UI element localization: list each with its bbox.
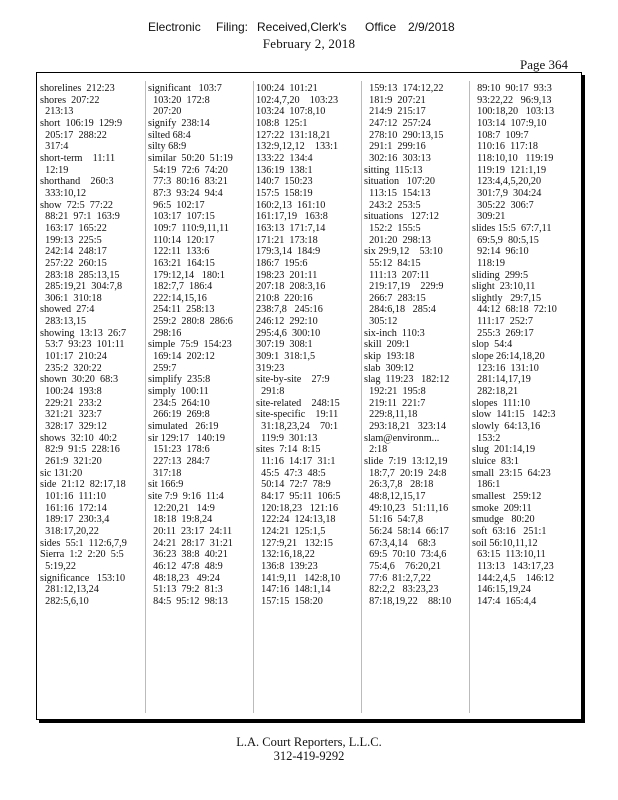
index-entry: shorelines 212:23 xyxy=(40,83,115,94)
index-entry: 157:5 158:19 xyxy=(256,187,313,199)
index-entry: 147:16 148:1,14 xyxy=(256,584,331,596)
index-entry: 159:13 174:12,22 xyxy=(364,83,444,94)
index-entry: 282:5,6,10 xyxy=(40,595,89,607)
index-entry: 261:9 321:20 xyxy=(40,456,102,467)
index-column-1 xyxy=(40,83,141,608)
index-entry: 51:16 54:7,8 xyxy=(364,514,424,526)
index-entry: 229:21 233:2 xyxy=(40,397,102,409)
index-entry: 53:7 93:23 101:11 xyxy=(40,339,125,351)
index-entry: 101:16 111:10 xyxy=(40,490,107,502)
index-entry: 11:16 14:17 31:1 xyxy=(256,456,336,467)
index-entry: 278:10 290:13,15 xyxy=(364,129,444,141)
index-entry: 12:19 xyxy=(40,164,69,176)
index-entry: silted 68:4 xyxy=(148,129,191,141)
index-entry: 108:8 125:1 xyxy=(256,117,308,129)
index-entry: 88:21 97:1 163:9 xyxy=(40,211,120,223)
index-entry: 161:17,19 163:8 xyxy=(256,211,328,223)
index-entry: slight 23:10,11 xyxy=(472,281,536,293)
index-entry: 93:22,22 96:9,13 xyxy=(472,94,552,106)
stamp-filing: Filing: xyxy=(216,20,249,34)
index-entry: 113:15 154:13 xyxy=(364,187,431,199)
index-column-5 xyxy=(472,83,573,608)
index-entry: 219:17,19 229:9 xyxy=(364,281,444,293)
index-entry: 82:9 91:5 228:16 xyxy=(40,444,120,456)
index-entry: 82:2,2 83:23,23 xyxy=(364,584,439,596)
index-entry: 136:19 138:1 xyxy=(256,164,313,176)
index-entry: short-term 11:11 xyxy=(40,152,116,164)
index-entry: 69:5 70:10 73:4,6 xyxy=(364,549,447,561)
index-entry: 141:9,11 142:8,10 xyxy=(256,572,341,584)
index-entry: 285:19,21 304:7,8 xyxy=(40,281,123,293)
index-entry: 229:8,11,18 xyxy=(364,409,418,421)
index-entry: 5:19,22 xyxy=(40,560,76,572)
index-entry: 31:18,23,24 70:1 xyxy=(256,421,339,433)
index-entry: 108:7 109:7 xyxy=(472,129,529,141)
index-entry: 147:4 165:4,4 xyxy=(472,595,537,607)
index-entry: smallest 259:12 xyxy=(472,490,542,502)
index-entry: 305:12 xyxy=(364,316,398,328)
index-entry: skip 193:18 xyxy=(364,351,415,363)
index-entry: 306:1 310:18 xyxy=(40,292,102,304)
index-column-3 xyxy=(256,83,357,608)
footer-company: L.A. Court Reporters, L.L.C. xyxy=(236,735,382,749)
index-entry: 103:24 107:8,10 xyxy=(256,106,326,118)
index-entry: 284:6,18 285:4 xyxy=(364,304,436,316)
index-entry: simplify 235:8 xyxy=(148,374,211,386)
index-entry: site-specific 19:11 xyxy=(256,409,339,421)
index-entry: smudge 80:20 xyxy=(472,514,535,526)
index-entry: 163:13 171:7,14 xyxy=(256,222,326,234)
column-divider xyxy=(361,81,362,713)
index-entry: simply 100:11 xyxy=(148,386,209,398)
index-entry: 103:14 107:9,10 xyxy=(472,117,547,129)
index-column-4 xyxy=(364,83,465,608)
index-entry: 266:19 269:8 xyxy=(148,409,210,421)
index-entry: 157:15 158:20 xyxy=(256,595,323,607)
index-entry: soil 56:10,11,12 xyxy=(472,537,538,549)
index-entry: shores 207:22 xyxy=(40,94,100,106)
index-entry: 192:21 195:8 xyxy=(364,386,426,398)
index-entry: 227:13 284:7 xyxy=(148,456,210,467)
index-entry: 92:14 96:10 xyxy=(472,246,529,258)
index-entry: 75:4,6 76:20,21 xyxy=(364,560,441,572)
index-entry: 51:13 79:2 81:3 xyxy=(148,584,223,596)
index-entry: 56:24 58:14 66:17 xyxy=(364,525,449,537)
index-entry: Sierra 1:2 2:20 5:5 xyxy=(40,549,124,561)
index-entry: 110:14 120:17 xyxy=(148,234,215,246)
page-number: Page 364 xyxy=(519,57,568,72)
index-entry: 161:16 172:14 xyxy=(40,502,107,514)
index-entry: 319:23 xyxy=(256,362,285,374)
index-entry: 186:1 xyxy=(472,479,501,491)
index-entry: 257:22 260:15 xyxy=(40,257,107,269)
index-entry: skill 209:1 xyxy=(364,339,410,351)
index-entry: 305:22 306:7 xyxy=(472,199,534,211)
index-entry: 321:21 323:7 xyxy=(40,409,102,421)
index-entry: slam@environm... xyxy=(364,432,440,444)
index-entry: 123:4,4,5,20,20 xyxy=(472,176,542,188)
index-entry: 103:20 172:8 xyxy=(148,94,210,106)
index-entry: slope 26:14,18,20 xyxy=(472,351,545,363)
index-entry: 49:10,23 51:11,16 xyxy=(364,502,449,514)
index-entry: 328:17 329:12 xyxy=(40,421,107,433)
index-entry: site-by-site 27:9 xyxy=(256,374,330,386)
index-entry: 318:17,20,22 xyxy=(40,525,99,537)
column-divider xyxy=(469,81,470,713)
stamp-office: Office xyxy=(365,20,397,34)
index-entry: 153:2 xyxy=(472,432,501,444)
index-entry: shown 30:20 68:3 xyxy=(40,374,119,386)
index-column-2 xyxy=(148,83,249,608)
index-entry: signify 238:14 xyxy=(148,117,210,129)
index-entry: 111:13 207:11 xyxy=(364,269,430,281)
index-entry: slop 54:4 xyxy=(472,339,513,351)
index-entry: 113:13 143:17,23 xyxy=(472,560,554,572)
index-frame xyxy=(36,72,582,720)
index-entry: 84:17 95:11 106:5 xyxy=(256,490,341,502)
index-entry: small 23:15 64:23 xyxy=(472,467,551,479)
index-entry: significant 103:7 xyxy=(148,83,222,94)
index-entry: sliding 299:5 xyxy=(472,269,529,281)
index-entry: 109:7 110:9,11,11 xyxy=(148,222,229,234)
index-entry: significance 153:10 xyxy=(40,572,126,584)
index-entry: 198:23 201:11 xyxy=(256,269,318,281)
index-entry: 222:14,15,16 xyxy=(148,292,207,304)
index-entry: 199:13 225:5 xyxy=(40,234,102,246)
index-entry: 282:18,21 xyxy=(472,386,519,398)
index-entry: 44:12 68:18 72:10 xyxy=(472,304,557,316)
index-entry: 219:11 221:7 xyxy=(364,397,426,409)
index-entry: 136:8 139:23 xyxy=(256,560,318,572)
index-entry: slightly 29:7,15 xyxy=(472,292,542,304)
index-entry: 102:4,7,20 103:23 xyxy=(256,94,339,106)
index-entry: sit 166:9 xyxy=(148,479,184,491)
index-entry: 122:11 133:6 xyxy=(148,246,210,258)
index-entry: 283:18 285:13,15 xyxy=(40,269,120,281)
index-entry: 246:12 292:10 xyxy=(256,316,318,328)
index-entry: 140:7 150:23 xyxy=(256,176,313,188)
index-entry: 84:5 95:12 98:13 xyxy=(148,595,228,607)
index-entry: 100:24 193:8 xyxy=(40,386,102,398)
index-entry: sitting 115:13 xyxy=(364,164,423,176)
index-entry: 283:13,15 xyxy=(40,316,87,328)
index-entry: 67:3,4,14 68:3 xyxy=(364,537,436,549)
index-entry: shorthand 260:3 xyxy=(40,176,114,188)
index-entry: 123:16 131:10 xyxy=(472,362,539,374)
index-entry: 309:1 318:1,5 xyxy=(256,351,316,363)
index-entry: 45:5 47:3 48:5 xyxy=(256,467,326,479)
index-entry: 281:14,17,19 xyxy=(472,374,531,386)
column-divider xyxy=(253,81,254,713)
index-entry: sluice 83:1 xyxy=(472,456,519,467)
index-entry: similar 50:20 51:19 xyxy=(148,152,233,164)
index-entry: 124:21 125:1,5 xyxy=(256,525,326,537)
index-entry: 293:18,21 323:14 xyxy=(364,421,447,433)
index-entry: 281:12,13,24 xyxy=(40,584,99,596)
index-entry: 213:13 xyxy=(40,106,74,118)
index-entry: 127:22 131:18,21 xyxy=(256,129,331,141)
index-entry: 201:20 298:13 xyxy=(364,234,431,246)
index-entry: 242:14 248:17 xyxy=(40,246,107,258)
index-entry: slab 309:12 xyxy=(364,362,414,374)
index-entry: 152:2 155:5 xyxy=(364,222,421,234)
index-entry: 214:9 215:17 xyxy=(364,106,426,118)
index-entry: 103:17 107:15 xyxy=(148,211,215,223)
index-entry: 255:3 269:17 xyxy=(472,327,534,339)
index-entry: 235:2 320:22 xyxy=(40,362,102,374)
index-entry: 132:16,18,22 xyxy=(256,549,315,561)
index-entry: 182:7,7 186:4 xyxy=(148,281,213,293)
filed-date: February 2, 2018 xyxy=(262,36,356,51)
index-entry: 119:19 121:1,19 xyxy=(472,164,547,176)
index-entry: sic 131:20 xyxy=(40,467,83,479)
index-entry: shows 32:10 40:2 xyxy=(40,432,117,444)
index-entry: 254:11 258:13 xyxy=(148,304,215,316)
index-entry: 100:18,20 103:13 xyxy=(472,106,555,118)
index-entry: 101:17 210:24 xyxy=(40,351,107,363)
index-entry: showing 13:13 26:7 xyxy=(40,327,127,339)
index-entry: 301:7,9 304:24 xyxy=(472,187,542,199)
index-entry: 259:7 xyxy=(148,362,177,374)
index-entry: 259:2 280:8 286:6 xyxy=(148,316,233,328)
index-entry: 171:21 173:18 xyxy=(256,234,318,246)
index-entry: slide 7:19 13:12,19 xyxy=(364,456,448,467)
index-entry: 87:18,19,22 88:10 xyxy=(364,595,452,607)
index-entry: 118:10,10 119:19 xyxy=(472,152,554,164)
index-entry: simulated 26:19 xyxy=(148,421,219,433)
index-entry: 317:18 xyxy=(148,467,182,479)
stamp-date: 2/9/2018 xyxy=(408,20,455,34)
index-entry: 120:18,23 121:16 xyxy=(256,502,339,514)
index-entry: 179:12,14 180:1 xyxy=(148,269,225,281)
index-entry: 87:3 93:24 94:4 xyxy=(148,187,223,199)
index-entry: 110:16 117:18 xyxy=(472,141,539,153)
index-entry: 46:12 47:8 48:9 xyxy=(148,560,223,572)
index-entry: site 7:9 9:16 11:4 xyxy=(148,490,224,502)
index-entry: 186:7 195:6 xyxy=(256,257,308,269)
index-entry: six-inch 110:3 xyxy=(364,327,425,339)
index-entry: slag 119:23 182:12 xyxy=(364,374,450,386)
index-entry: 179:3,14 184:9 xyxy=(256,246,321,258)
index-entry: 18:18 19:8,24 xyxy=(148,514,213,526)
index-entry: 151:23 178:6 xyxy=(148,444,210,456)
index-entry: site-related 248:15 xyxy=(256,397,340,409)
index-entry: showed 27:4 xyxy=(40,304,95,316)
index-entry: 18:7,7 20:19 24:8 xyxy=(364,467,447,479)
index-entry: side 21:12 82:17,18 xyxy=(40,479,126,491)
index-entry: 302:16 303:13 xyxy=(364,152,431,164)
index-entry: 2:18 xyxy=(364,444,388,456)
column-divider xyxy=(145,81,146,713)
index-entry: smoke 209:11 xyxy=(472,502,532,514)
index-entry: 298:16 xyxy=(148,327,182,339)
index-entry: 20:11 23:17 24:11 xyxy=(148,525,233,537)
index-entry: 333:10,12 xyxy=(40,187,87,199)
index-entry: 119:9 301:13 xyxy=(256,432,318,444)
index-entry: simple 75:9 154:23 xyxy=(148,339,232,351)
index-entry: silty 68:9 xyxy=(148,141,187,153)
stamp-received: Received,Clerk's xyxy=(257,20,347,34)
index-entry: 291:8 xyxy=(256,386,285,398)
index-entry: 100:24 101:21 xyxy=(256,83,318,94)
index-entry: situations 127:12 xyxy=(364,211,439,223)
index-entry: 24:21 28:17 31:21 xyxy=(148,537,233,549)
index-entry: 77:6 81:2,7,22 xyxy=(364,572,431,584)
index-entry: 189:17 230:3,4 xyxy=(40,514,110,526)
index-entry: 207:18 208:3,16 xyxy=(256,281,326,293)
index-entry: 132:9,12,12 133:1 xyxy=(256,141,339,153)
index-entry: 205:17 288:22 xyxy=(40,129,107,141)
index-entry: 50:14 72:7 78:9 xyxy=(256,479,331,491)
index-entry: six 29:9,12 53:10 xyxy=(364,246,443,258)
index-entry: 69:5,9 80:5,15 xyxy=(472,234,539,246)
index-entry: slug 201:14,19 xyxy=(472,444,536,456)
index-entry: sites 7:14 8:15 xyxy=(256,444,321,456)
index-entry: 118:19 xyxy=(472,257,506,269)
index-entry: 12:20,21 14:9 xyxy=(148,502,215,514)
index-entry: 295:4,6 300:10 xyxy=(256,327,321,339)
index-entry: 26:3,7,8 28:18 xyxy=(364,479,434,491)
footer-phone: 312-419-9292 xyxy=(273,749,345,763)
index-entry: 36:23 38:8 40:21 xyxy=(148,549,228,561)
index-entry: 243:2 253:5 xyxy=(364,199,421,211)
index-entry: 55:12 84:15 xyxy=(364,257,421,269)
index-entry: 122:24 124:13,18 xyxy=(256,514,336,526)
index-entry: 54:19 72:6 74:20 xyxy=(148,164,228,176)
index-entry: 48:18,23 49:24 xyxy=(148,572,220,584)
index-entry: sides 55:1 112:6,7,9 xyxy=(40,537,127,549)
index-entry: 48:8,12,15,17 xyxy=(364,490,426,502)
index-entry: 307:19 308:1 xyxy=(256,339,313,351)
index-entry: 111:17 252:7 xyxy=(472,316,533,328)
index-entry: 247:12 257:24 xyxy=(364,117,431,129)
index-entry: 144:2,4,5 146:12 xyxy=(472,572,555,584)
index-entry: short 106:19 129:9 xyxy=(40,117,123,129)
index-entry: 96:5 102:17 xyxy=(148,199,205,211)
index-entry: 207:20 xyxy=(148,106,182,118)
index-entry: 163:21 164:15 xyxy=(148,257,215,269)
index-entry: soft 63:16 251:1 xyxy=(472,525,547,537)
index-entry: slides 15:5 67:7,11 xyxy=(472,222,552,234)
index-entry: 309:21 xyxy=(472,211,506,223)
index-entry: 63:15 113:10,11 xyxy=(472,549,546,561)
stamp-electronic: Electronic xyxy=(148,20,201,34)
index-entry: 238:7,8 245:16 xyxy=(256,304,323,316)
index-entry: slowly 64:13,16 xyxy=(472,421,541,433)
index-entry: slopes 111:10 xyxy=(472,397,531,409)
index-entry: 163:17 165:22 xyxy=(40,222,107,234)
index-entry: 317:4 xyxy=(40,141,69,153)
index-entry: 133:22 134:4 xyxy=(256,152,313,164)
index-entry: sir 129:17 140:19 xyxy=(148,432,225,444)
index-entry: 89:10 90:17 93:3 xyxy=(472,83,552,94)
index-entry: 210:8 220:16 xyxy=(256,292,313,304)
index-entry: situation 107:20 xyxy=(364,176,436,188)
index-entry: 160:2,13 161:10 xyxy=(256,199,326,211)
index-entry: 77:3 80:16 83:21 xyxy=(148,176,228,188)
index-entry: show 72:5 77:22 xyxy=(40,199,114,211)
index-entry: 266:7 283:15 xyxy=(364,292,426,304)
index-entry: 234:5 264:10 xyxy=(148,397,210,409)
index-entry: 146:15,19,24 xyxy=(472,584,531,596)
index-entry: 291:1 299:16 xyxy=(364,141,426,153)
index-entry: 169:14 202:12 xyxy=(148,351,215,363)
index-entry: 127:9,21 132:15 xyxy=(256,537,333,549)
index-entry: 181:9 207:21 xyxy=(364,94,426,106)
index-entry: slow 141:15 142:3 xyxy=(472,409,556,421)
